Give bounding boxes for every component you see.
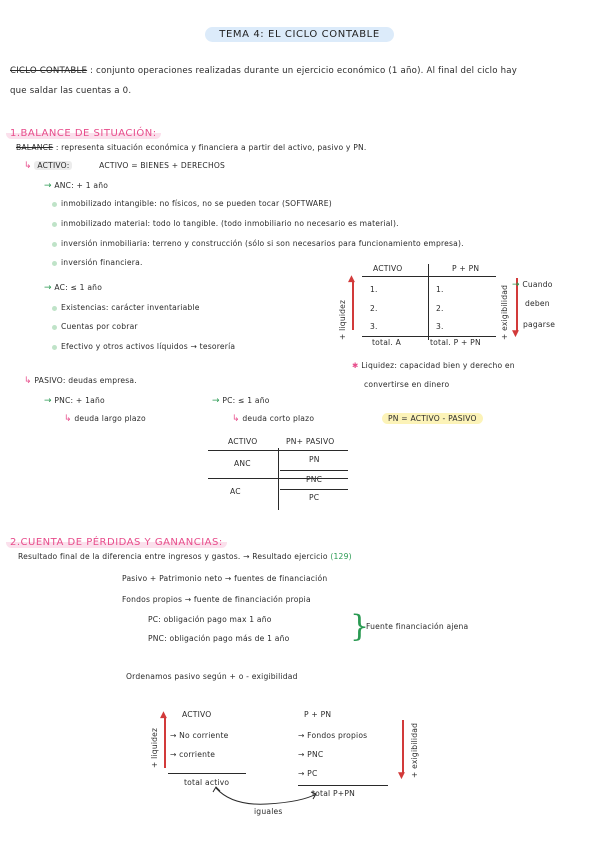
pnc-label: PNC: + 1año xyxy=(54,396,105,405)
diagram-left-rule xyxy=(168,773,246,774)
bullet-icon xyxy=(52,325,57,330)
grid-bottom-rule xyxy=(362,336,496,337)
grid-right-axis: + exigibilidad xyxy=(500,284,509,340)
section2-line-2: Pasivo + Patrimonio neto → fuentes de financiación xyxy=(122,574,328,583)
activo-label: ACTIVO: xyxy=(34,161,72,170)
section2-heading-wrap xyxy=(6,530,227,549)
small-table-header-right: PN+ PASIVO xyxy=(286,437,335,446)
bullet-icon xyxy=(52,306,57,311)
diagram-right-item: → Fondos propios xyxy=(298,731,368,740)
arrow-right-icon: → xyxy=(44,181,52,191)
ac-item: Cuentas por cobrar xyxy=(52,322,138,331)
small-table-right-cell: PC xyxy=(309,493,320,502)
pnc-sub: ↳ deuda largo plazo xyxy=(64,414,146,424)
anc-row xyxy=(44,181,108,191)
diagram-left-axis-line xyxy=(164,718,166,768)
grid-header-left: ACTIVO xyxy=(373,264,403,273)
grid-left-axis-line xyxy=(352,282,354,330)
anc-item: inversión financiera. xyxy=(52,258,143,267)
grid-left-row: 2. xyxy=(370,304,378,313)
section1-heading-wrap xyxy=(6,121,161,140)
small-table-mid-rule xyxy=(208,478,348,479)
ac-item: Existencias: carácter inventariable xyxy=(52,303,200,312)
pc-label: PC: ≤ 1 año xyxy=(222,396,270,405)
bullet-icon xyxy=(52,261,57,266)
grid-footer-left: total. A xyxy=(372,338,401,347)
grid-right-row: 3. xyxy=(436,322,444,331)
iguales-connector-icon xyxy=(212,786,322,808)
order-line: Ordenamos pasivo según + o - exigibilidad xyxy=(126,672,298,681)
pasivo-row xyxy=(24,376,137,386)
diagram-left-item: → No corriente xyxy=(170,731,229,740)
account-ref: (129) xyxy=(330,552,352,561)
grid-right-row: 1. xyxy=(436,285,444,294)
grid-left-row: 3. xyxy=(370,322,378,331)
arrow-up-icon: ▲ xyxy=(160,710,167,720)
grid-footer-right: total. P + PN xyxy=(430,338,481,347)
anc-item: inmobilizado intangible: no físicos, no se pueden tocar (SOFTWARE) xyxy=(52,199,332,208)
diagram-right-axis-line xyxy=(402,720,404,774)
balance-def: : representa situación económica y financiera a partir del activo, pasivo y PN. xyxy=(55,143,367,152)
hook-arrow-icon: ↳ xyxy=(64,414,72,424)
anc-item: inmobilizado material: todo lo tangible. (todo inmobiliario no necesario es material). xyxy=(52,219,399,228)
arrow-down-icon: ▼ xyxy=(512,329,519,339)
activo-row xyxy=(24,161,225,171)
asterisk-icon: ✱ xyxy=(352,361,359,370)
diagram-right-head: P + PN xyxy=(304,710,332,719)
diagram-right-total: total P+PN xyxy=(312,789,355,798)
pn-formula-wrap xyxy=(382,414,483,423)
intro-line-1 xyxy=(10,66,517,76)
ac-row xyxy=(44,283,102,293)
arrow-right-icon: → xyxy=(212,396,220,406)
pasivo-label: PASIVO: deudas empresa. xyxy=(34,376,137,385)
grid-top-rule xyxy=(362,276,496,277)
side-note-line: pagarse xyxy=(523,320,556,329)
hook-arrow-icon: ↳ xyxy=(24,376,32,386)
balance-term: BALANCE xyxy=(16,143,54,152)
brace-note: Fuente financiación ajena xyxy=(366,622,469,631)
diagram-left-head: ACTIVO xyxy=(182,710,212,719)
pc-row xyxy=(212,396,270,406)
diagram-right-item: → PC xyxy=(298,769,318,778)
side-note-line: deben xyxy=(525,299,550,308)
section2-line-1: Resultado final de la diferencia entre ingresos y gastos. → Resultado ejercicio (129) xyxy=(18,552,352,561)
small-table-left-cell: AC xyxy=(230,487,241,496)
small-table-right-cell: PNC xyxy=(306,475,323,484)
page-title: TEMA 4: EL CICLO CONTABLE xyxy=(205,27,394,42)
arrow-right-icon: → xyxy=(512,280,520,290)
liquidez-note-line: ✱ Liquidez: capacidad bien y derecho en xyxy=(352,361,515,370)
ac-item: Efectivo y otros activos líquidos → tesorería xyxy=(52,342,235,351)
small-table-left-cell: ANC xyxy=(234,459,251,468)
section1-heading: 1.BALANCE DE SITUACIÓN: xyxy=(6,128,161,139)
side-note-line: → Cuando xyxy=(512,280,553,290)
bullet-icon xyxy=(52,202,57,207)
ac-label: AC: ≤ 1 año xyxy=(54,283,103,292)
bullet-icon xyxy=(52,222,57,227)
grid-left-row: 1. xyxy=(370,285,378,294)
anc-item: inversión inmobiliaria: terreno y construcción (sólo si son necesarios para funcionamiento empresa). xyxy=(52,239,464,248)
pn-formula: PN = ACTIVO - PASIVO xyxy=(382,413,483,424)
grid-center-rule xyxy=(428,264,429,340)
section2-pc-line: PC: obligación pago max 1 año xyxy=(148,615,272,624)
section2-pnc-line: PNC: obligación pago más de 1 año xyxy=(148,634,290,643)
intro-line-2: que saldar las cuentas a 0. xyxy=(10,86,132,96)
small-table-right-rule xyxy=(280,470,348,471)
bullet-icon xyxy=(52,242,57,247)
arrow-up-icon: ▲ xyxy=(348,274,355,284)
section2-heading: 2.CUENTA DE PÉRDIDAS Y GANANCIAS: xyxy=(6,537,227,548)
grid-right-row: 2. xyxy=(436,304,444,313)
pc-sub: ↳ deuda corto plazo xyxy=(232,414,315,424)
diagram-bottom-label: iguales xyxy=(254,807,283,816)
diagram-right-axis: + exigibilidad xyxy=(410,722,419,778)
brace-icon: } xyxy=(350,609,370,644)
hook-arrow-icon: ↳ xyxy=(24,161,32,171)
anc-label: ANC: + 1 año xyxy=(54,181,109,190)
small-table-center-rule xyxy=(278,448,279,510)
arrow-right-icon: → xyxy=(44,396,52,406)
balance-definition xyxy=(16,143,367,152)
diagram-right-item: → PNC xyxy=(298,750,324,759)
liquidez-note-line: convertirse en dinero xyxy=(364,380,450,389)
grid-left-axis: + liquidez xyxy=(338,299,347,340)
page-title-wrap xyxy=(0,22,599,42)
small-table-right-cell: PN xyxy=(309,455,320,464)
intro-text-1: : conjunto operaciones realizadas durante un ejercicio económico (1 año). Al final del ciclo hay xyxy=(90,66,518,76)
activo-formula: ACTIVO = BIENES + DERECHOS xyxy=(99,161,226,170)
diagram-left-axis: + liquidez xyxy=(150,727,159,768)
hook-arrow-icon: ↳ xyxy=(232,414,240,424)
small-table-header-left: ACTIVO xyxy=(228,437,258,446)
intro-term: CICLO CONTABLE xyxy=(10,66,88,76)
diagram-left-item: → corriente xyxy=(170,750,216,759)
small-table-right-rule xyxy=(280,489,348,490)
diagram-left-total: total activo xyxy=(184,778,230,787)
pnc-row xyxy=(44,396,105,406)
section2-line-3: Fondos propios → fuente de financiación propia xyxy=(122,595,311,604)
arrow-down-icon: ▼ xyxy=(398,771,405,781)
grid-header-right: P + PN xyxy=(452,264,480,273)
bullet-icon xyxy=(52,345,57,350)
arrow-right-icon: → xyxy=(44,283,52,293)
